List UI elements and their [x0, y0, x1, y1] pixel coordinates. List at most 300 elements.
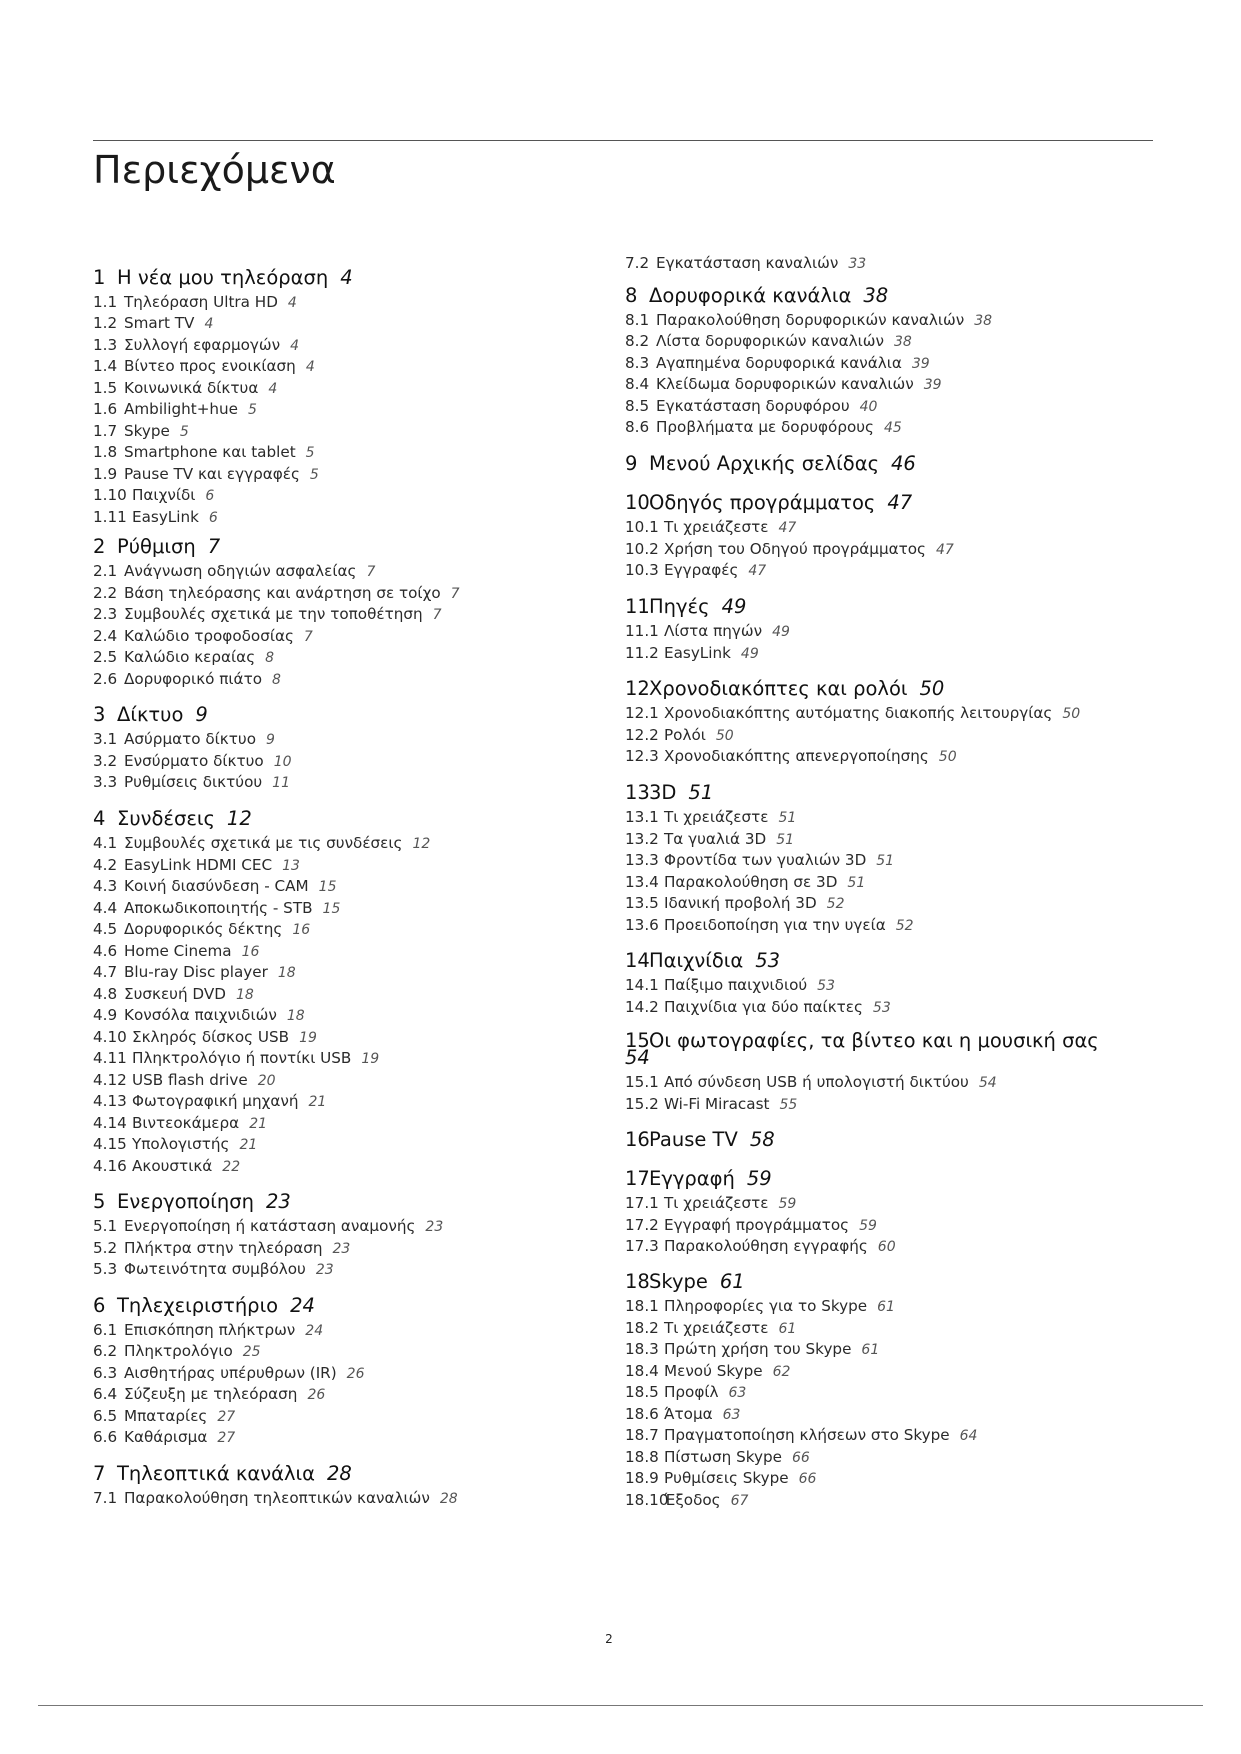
toc-section[interactable] — [625, 540, 1145, 558]
toc-page-number: 39 — [923, 377, 942, 393]
toc-number: 17.1 — [625, 1194, 659, 1212]
toc-number: 7 — [93, 1462, 106, 1485]
toc-title: EasyLink — [664, 644, 731, 662]
toc-page-number: 9 — [266, 732, 275, 748]
toc-page-number: 5 — [305, 445, 315, 461]
toc-section[interactable] — [93, 400, 613, 418]
toc-chapter[interactable] — [625, 677, 1145, 700]
toc-section[interactable] — [93, 1239, 613, 1257]
toc-number: 13.1 — [625, 808, 659, 826]
toc-title: Κοινή διασύνδεση - CAM — [124, 877, 309, 895]
toc-page-number: 8 — [265, 650, 275, 666]
toc-page-number: 55 — [779, 1097, 798, 1113]
toc-number: 18.10 — [625, 1491, 669, 1509]
toc-title: Blu-ray Disc player — [124, 963, 268, 981]
toc-number: 6.4 — [93, 1385, 118, 1403]
toc-title: Συμβουλές σχετικά με την τοποθέτηση — [124, 605, 423, 623]
toc-chapter[interactable] — [625, 595, 1145, 618]
toc-page-number: 47 — [778, 520, 797, 536]
toc-page-number: 16 — [241, 944, 260, 960]
toc-number: 6.1 — [93, 1321, 118, 1339]
toc-section[interactable] — [625, 375, 1145, 393]
toc-section[interactable] — [93, 314, 613, 332]
toc-number: 4.6 — [93, 942, 118, 960]
toc-page-number: 33 — [848, 256, 867, 272]
toc-number: 12.3 — [625, 747, 659, 765]
toc-page-number: 51 — [688, 781, 714, 804]
toc-section[interactable] — [625, 1383, 1145, 1401]
toc-section[interactable] — [625, 622, 1145, 640]
toc-number: 5.1 — [93, 1217, 118, 1235]
toc-section[interactable] — [93, 1428, 613, 1446]
toc-number: 4.13 — [93, 1092, 127, 1110]
toc-number: 4 — [93, 807, 106, 830]
toc-page-number: 21 — [239, 1137, 258, 1153]
toc-title: Ακουστικά — [132, 1157, 213, 1175]
toc-title: Δίκτυο — [117, 703, 184, 726]
toc-title: Η νέα μου τηλεόραση — [117, 266, 329, 289]
toc-section[interactable] — [625, 830, 1145, 848]
toc-page-number: 4 — [287, 295, 297, 311]
toc-chapter[interactable] — [625, 284, 1145, 307]
toc-chapter[interactable] — [625, 1029, 1125, 1069]
toc-page-number: 11 — [272, 775, 290, 791]
toc-section[interactable] — [625, 747, 1145, 765]
toc-section[interactable] — [93, 834, 613, 852]
toc-number: 7.1 — [93, 1489, 118, 1507]
toc-page-number: 7 — [432, 607, 442, 623]
toc-page-number: 4 — [204, 316, 214, 332]
toc-title: Πληροφορίες για το Skype — [664, 1297, 868, 1315]
toc-title: Χρονοδιακόπτες και ρολόι — [649, 677, 908, 700]
toc-title: Προφίλ — [664, 1383, 719, 1401]
toc-title: Φωτογραφική μηχανή — [132, 1092, 299, 1110]
toc-title: Ambilight+hue — [124, 400, 239, 418]
toc-title: Δορυφορικό πιάτο — [124, 670, 263, 688]
toc-page-number: 52 — [895, 918, 914, 934]
toc-page-number: 47 — [935, 542, 954, 558]
toc-page-number: 24 — [290, 1294, 315, 1317]
toc-section[interactable] — [93, 1489, 613, 1507]
toc-page-number: 4 — [290, 338, 300, 354]
toc-page-number: 59 — [778, 1196, 797, 1212]
toc-section[interactable] — [625, 354, 1145, 372]
top-rule — [93, 140, 1153, 141]
toc-number: 4.16 — [93, 1157, 127, 1175]
toc-section[interactable] — [93, 336, 613, 354]
toc-number: 1.6 — [93, 400, 118, 418]
toc-page-number: 7 — [366, 564, 376, 580]
toc-section[interactable] — [625, 998, 1145, 1016]
toc-page-number: 50 — [938, 749, 957, 765]
toc-number: 18.4 — [625, 1362, 659, 1380]
toc-title: Skype — [649, 1270, 708, 1293]
toc-section[interactable] — [625, 1405, 1145, 1423]
toc-section[interactable] — [93, 562, 613, 580]
toc-title: Δορυφορικός δέκτης — [124, 920, 283, 938]
toc-section[interactable] — [625, 851, 1145, 869]
toc-title: Πηγές — [649, 595, 710, 618]
toc-title: Παίξιμο παιχνιδιού — [664, 976, 808, 994]
toc-page-number: 59 — [746, 1167, 772, 1190]
toc-page-number: 66 — [798, 1471, 817, 1487]
toc-title: Βάση τηλεόρασης και ανάρτηση σε τοίχο — [124, 584, 441, 602]
toc-title: Τηλεοπτικά κανάλια — [117, 1462, 315, 1485]
toc-page-number: 51 — [778, 810, 797, 826]
toc-section[interactable] — [625, 1216, 1145, 1234]
toc-number: 8.1 — [625, 311, 650, 329]
toc-title: Home Cinema — [124, 942, 232, 960]
toc-section[interactable] — [625, 1491, 1145, 1509]
toc-number: 12 — [625, 677, 650, 700]
toc-number: 6 — [93, 1294, 106, 1317]
toc-number: 1.11 — [93, 508, 127, 526]
toc-section[interactable] — [93, 942, 613, 960]
toc-number: 2.2 — [93, 584, 118, 602]
toc-title: Κονσόλα παιχνιδιών — [124, 1006, 277, 1024]
toc-number: 1.8 — [93, 443, 118, 461]
toc-section[interactable] — [93, 1342, 613, 1360]
toc-section[interactable] — [625, 704, 1145, 722]
toc-number: 5.2 — [93, 1239, 118, 1257]
toc-page-number: 62 — [772, 1364, 791, 1380]
toc-title: Κοινωνικά δίκτυα — [124, 379, 259, 397]
toc-section[interactable] — [93, 1006, 613, 1024]
toc-title: Παιχνίδια για δύο παίκτες — [664, 998, 863, 1016]
toc-section[interactable] — [625, 1073, 1145, 1091]
toc-section[interactable] — [93, 752, 613, 770]
toc-number: 14.2 — [625, 998, 659, 1016]
toc-section[interactable] — [93, 422, 613, 440]
toc-title: Βιντεοκάμερα — [132, 1114, 240, 1132]
toc-title: Παρακολούθηση σε 3D — [664, 873, 838, 891]
toc-section[interactable] — [625, 518, 1145, 536]
toc-number: 4.15 — [93, 1135, 127, 1153]
toc-title: Χρονοδιακόπτης απενεργοποίησης — [664, 747, 929, 765]
toc-section[interactable] — [625, 976, 1145, 994]
toc-title: Τι χρειάζεστε — [664, 808, 769, 826]
toc-section[interactable] — [625, 808, 1145, 826]
toc-page-number: 4 — [268, 381, 278, 397]
toc-page-number: 38 — [894, 334, 912, 350]
toc-page-number: 18 — [235, 987, 254, 1003]
toc-title: Pause TV — [649, 1128, 738, 1151]
toc-number: 1.4 — [93, 357, 118, 375]
toc-page-number: 66 — [792, 1450, 810, 1466]
toc-section[interactable] — [625, 1426, 1145, 1444]
toc-page-number: 21 — [308, 1094, 327, 1110]
toc-number: 4.8 — [93, 985, 118, 1003]
toc-number: 10.1 — [625, 518, 659, 536]
toc-number: 18.3 — [625, 1340, 659, 1358]
toc-number: 18 — [625, 1270, 650, 1293]
toc-title: 3D — [649, 781, 677, 804]
toc-page-number: 39 — [911, 356, 930, 372]
toc-number: 15 — [625, 1029, 650, 1052]
toc-number: 4.12 — [93, 1071, 127, 1089]
toc-title: Έξοδος — [664, 1491, 721, 1509]
toc-chapter[interactable] — [625, 781, 1145, 804]
toc-section[interactable] — [625, 397, 1145, 415]
toc-title: Κλείδωμα δορυφορικών καναλιών — [656, 375, 914, 393]
toc-page-number: 6 — [208, 510, 218, 526]
toc-page-number: 18 — [286, 1008, 305, 1024]
toc-section[interactable] — [93, 730, 613, 748]
toc-section[interactable] — [93, 648, 613, 666]
toc-number: 1.5 — [93, 379, 118, 397]
toc-section[interactable] — [93, 357, 613, 375]
toc-page-number: 53 — [872, 1000, 891, 1016]
toc-number: 14.1 — [625, 976, 659, 994]
toc-title: Βίντεο προς ενοικίαση — [124, 357, 296, 375]
toc-number: 4.1 — [93, 834, 118, 852]
toc-section[interactable] — [93, 465, 613, 483]
toc-title: Ιδανική προβολή 3D — [664, 894, 817, 912]
toc-title: Υπολογιστής — [132, 1135, 230, 1153]
toc-section[interactable] — [625, 1448, 1145, 1466]
toc-section[interactable] — [93, 605, 613, 623]
toc-number: 13.4 — [625, 873, 659, 891]
toc-section[interactable] — [93, 1364, 613, 1382]
toc-title: Φροντίδα των γυαλιών 3D — [664, 851, 867, 869]
toc-number: 10.3 — [625, 561, 659, 579]
toc-page-number: 15 — [318, 879, 337, 895]
toc-title: Skype — [124, 422, 170, 440]
toc-section[interactable] — [625, 916, 1145, 934]
toc-title: Προβλήματα με δορυφόρους — [656, 418, 874, 436]
toc-number: 1.1 — [93, 293, 118, 311]
toc-number: 4.10 — [93, 1028, 127, 1046]
toc-page-number: 45 — [883, 420, 902, 436]
toc-section[interactable] — [93, 379, 613, 397]
toc-section[interactable] — [93, 627, 613, 645]
toc-page-number: 63 — [722, 1407, 741, 1423]
toc-page-number: 20 — [257, 1073, 276, 1089]
toc-section[interactable] — [93, 877, 613, 895]
toc-page-number: 8 — [272, 672, 281, 688]
toc-page-number: 18 — [277, 965, 296, 981]
toc-title: EasyLink HDMI CEC — [124, 856, 273, 874]
toc-number: 2.5 — [93, 648, 118, 666]
toc-section[interactable] — [625, 1469, 1145, 1487]
toc-page-number: 61 — [719, 1270, 745, 1293]
toc-page-number: 50 — [1062, 706, 1081, 722]
toc-page-number: 13 — [282, 858, 300, 874]
toc-number: 4.2 — [93, 856, 118, 874]
toc-section[interactable] — [93, 899, 613, 917]
toc-section[interactable] — [93, 963, 613, 981]
toc-page-number: 23 — [315, 1262, 334, 1278]
toc-page-number: 50 — [715, 728, 734, 744]
toc-title: Ρολόι — [664, 726, 706, 744]
toc-title: Αισθητήρας υπέρυθρων (IR) — [124, 1364, 337, 1382]
toc-chapter[interactable] — [625, 1270, 1145, 1293]
toc-number: 4.9 — [93, 1006, 118, 1024]
toc-section[interactable] — [93, 486, 613, 504]
toc-section[interactable] — [625, 894, 1145, 912]
toc-number: 8.5 — [625, 397, 650, 415]
toc-chapter[interactable] — [93, 1462, 613, 1485]
toc-section[interactable] — [93, 293, 613, 311]
toc-section[interactable] — [625, 561, 1145, 579]
toc-number: 4.5 — [93, 920, 118, 938]
toc-title: Πίστωση Skype — [664, 1448, 782, 1466]
toc-chapter[interactable] — [93, 1190, 613, 1213]
toc-section[interactable] — [93, 1071, 613, 1089]
toc-section[interactable] — [93, 584, 613, 602]
toc-section[interactable] — [625, 1095, 1145, 1113]
toc-section[interactable] — [625, 254, 1145, 272]
toc-number: 17 — [625, 1167, 650, 1190]
toc-page-number: 53 — [755, 949, 781, 972]
toc-title: Λίστα πηγών — [664, 622, 763, 640]
toc-page-number: 12 — [226, 807, 252, 830]
toc-section[interactable] — [625, 1362, 1145, 1380]
page-number: 2 — [605, 1632, 613, 1646]
toc-chapter[interactable] — [93, 807, 613, 830]
toc-chapter[interactable] — [625, 491, 1145, 514]
toc-section[interactable] — [93, 443, 613, 461]
toc-page-number: 52 — [826, 896, 845, 912]
toc-page-number: 25 — [242, 1344, 261, 1360]
toc-chapter[interactable] — [625, 949, 1145, 972]
toc-section[interactable] — [93, 773, 613, 791]
toc-section[interactable] — [93, 856, 613, 874]
toc-section[interactable] — [625, 1297, 1145, 1315]
toc-page-number: 59 — [859, 1218, 877, 1234]
toc-page-number: 23 — [332, 1241, 351, 1257]
toc-page-number: 51 — [847, 875, 866, 891]
toc-section[interactable] — [93, 508, 613, 526]
toc-chapter[interactable] — [93, 266, 613, 289]
toc-section[interactable] — [93, 985, 613, 1003]
toc-page-number: 38 — [863, 284, 889, 307]
toc-title: Συμβουλές σχετικά με τις συνδέσεις — [124, 834, 403, 852]
toc-page-number: 5 — [309, 467, 319, 483]
toc-chapter[interactable] — [625, 1167, 1145, 1190]
toc-page-number: 61 — [877, 1299, 895, 1315]
toc-section[interactable] — [93, 1135, 613, 1153]
page-title: Περιεχόμενα — [93, 148, 336, 192]
toc-page-number: 50 — [919, 677, 945, 700]
toc-number: 2.1 — [93, 562, 118, 580]
toc-section[interactable] — [93, 1407, 613, 1425]
toc-number: 8.2 — [625, 332, 650, 350]
toc-number: 13.3 — [625, 851, 659, 869]
toc-page-number: 67 — [730, 1493, 749, 1509]
toc-title: Ενεργοποίηση ή κατάσταση αναμονής — [124, 1217, 416, 1235]
toc-section[interactable] — [93, 1260, 613, 1278]
toc-title: Τηλεόραση Ultra HD — [124, 293, 278, 311]
toc-section[interactable] — [625, 1194, 1145, 1212]
toc-number: 4.3 — [93, 877, 118, 895]
toc-section[interactable] — [93, 1217, 613, 1235]
toc-title: Συλλογή εφαρμογών — [124, 336, 281, 354]
toc-chapter[interactable] — [93, 1294, 613, 1317]
toc-number: 13.6 — [625, 916, 659, 934]
toc-title: Προειδοποίηση για την υγεία — [664, 916, 886, 934]
toc-section[interactable] — [93, 1321, 613, 1339]
toc-page-number: 47 — [748, 563, 767, 579]
toc-chapter[interactable] — [93, 535, 613, 558]
toc-number: 2 — [93, 535, 106, 558]
toc-section[interactable] — [93, 1114, 613, 1132]
toc-title: Παρακολούθηση εγγραφής — [664, 1237, 868, 1255]
toc-section[interactable] — [93, 1092, 613, 1110]
toc-page-number: 58 — [749, 1128, 775, 1151]
toc-page-number: 49 — [721, 595, 747, 618]
toc-section[interactable] — [93, 920, 613, 938]
toc-title: Ασύρματο δίκτυο — [124, 730, 256, 748]
toc-title: Εγκατάσταση καναλιών — [656, 254, 839, 272]
toc-section[interactable] — [625, 418, 1145, 436]
toc-number: 6.2 — [93, 1342, 118, 1360]
toc-number: 6.5 — [93, 1407, 118, 1425]
toc-title: Ρυθμίσεις δικτύου — [124, 773, 263, 791]
toc-section[interactable] — [625, 726, 1145, 744]
toc-title: Τι χρειάζεστε — [664, 1319, 769, 1337]
toc-title: Μενού Skype — [664, 1362, 763, 1380]
toc-number: 5.3 — [93, 1260, 118, 1278]
toc-section[interactable] — [93, 1049, 613, 1067]
toc-title: Πλήκτρα στην τηλεόραση — [124, 1239, 323, 1257]
toc-chapter[interactable] — [93, 703, 613, 726]
toc-section[interactable] — [625, 1237, 1145, 1255]
toc-number: 14 — [625, 949, 650, 972]
toc-number: 1.9 — [93, 465, 118, 483]
toc-page-number: 63 — [728, 1385, 747, 1401]
toc-page-number: 23 — [425, 1219, 444, 1235]
toc-title: Λίστα δορυφορικών καναλιών — [656, 332, 885, 350]
toc-number: 8.6 — [625, 418, 650, 436]
toc-page-number: 4 — [305, 359, 315, 375]
toc-number: 1.3 — [93, 336, 118, 354]
toc-title: Παιχνίδι — [132, 486, 196, 504]
toc-title: Ενεργοποίηση — [117, 1190, 254, 1213]
toc-page-number: 22 — [222, 1159, 241, 1175]
toc-title: Δορυφορικά κανάλια — [649, 284, 852, 307]
toc-section[interactable] — [93, 1385, 613, 1403]
toc-page-number: 6 — [205, 488, 215, 504]
toc-section[interactable] — [625, 644, 1145, 662]
toc-title: Φωτεινότητα συμβόλου — [124, 1260, 306, 1278]
toc-page-number: 23 — [265, 1190, 291, 1213]
toc-number: 18.5 — [625, 1383, 659, 1401]
toc-chapter[interactable] — [625, 1128, 1145, 1151]
toc-number: 10 — [625, 491, 650, 514]
toc-page-number: 27 — [217, 1430, 236, 1446]
toc-page-number: 7 — [207, 535, 221, 558]
toc-section[interactable] — [93, 1157, 613, 1175]
toc-number: 18.8 — [625, 1448, 659, 1466]
toc-section[interactable] — [625, 311, 1145, 329]
toc-page-number: 12 — [412, 836, 431, 852]
toc-title: Αγαπημένα δορυφορικά κανάλια — [656, 354, 902, 372]
toc-title: Συσκευή DVD — [124, 985, 226, 1003]
toc-title: Πληκτρολόγιο — [124, 1342, 233, 1360]
toc-number: 1.2 — [93, 314, 118, 332]
toc-title: Ανάγνωση οδηγιών ασφαλείας — [124, 562, 357, 580]
toc-section[interactable] — [625, 873, 1145, 891]
toc-page-number: 28 — [439, 1491, 458, 1507]
toc-section[interactable] — [625, 1319, 1145, 1337]
toc-section[interactable] — [625, 1340, 1145, 1358]
toc-section[interactable] — [93, 1028, 613, 1046]
toc-title: Πρώτη χρήση του Skype — [664, 1340, 852, 1358]
toc-section[interactable] — [93, 670, 613, 688]
toc-section[interactable] — [625, 332, 1145, 350]
toc-chapter[interactable] — [625, 452, 1145, 475]
